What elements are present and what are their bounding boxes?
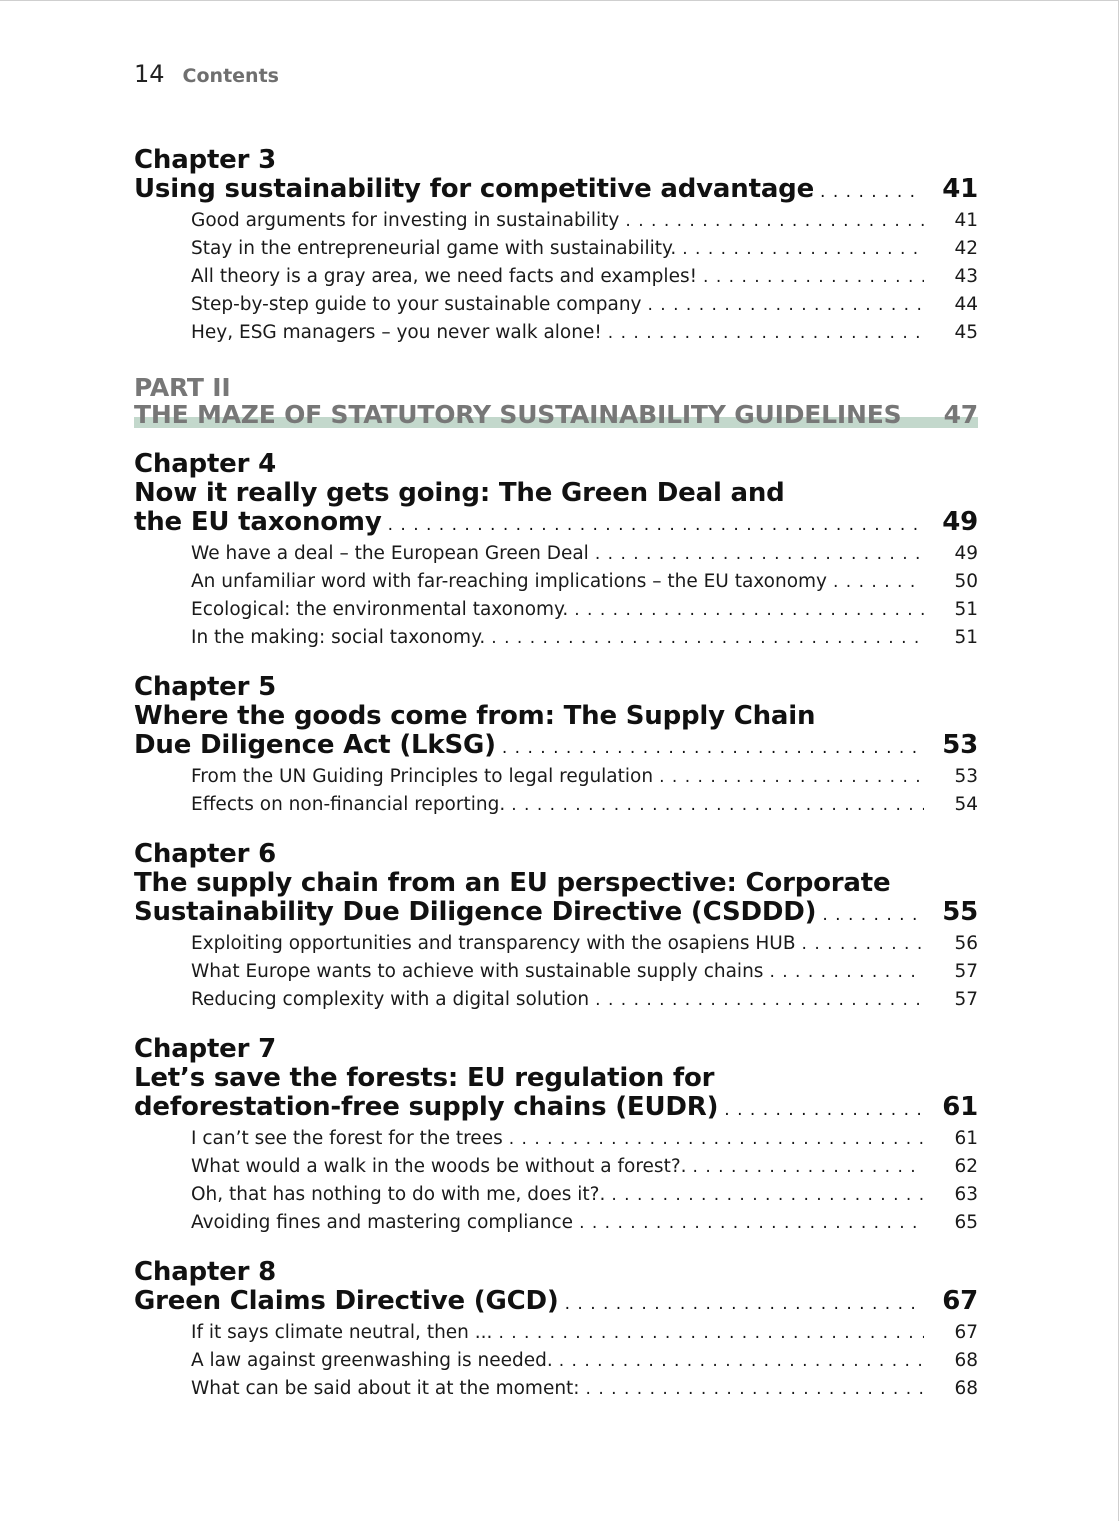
chapter-label: Chapter 7 (134, 1034, 276, 1064)
entry-title: What can be said about it at the moment: (191, 1378, 580, 1399)
dot-leader (648, 291, 925, 319)
entry-page-number: 45 (954, 322, 978, 343)
toc-entry[interactable] (134, 207, 978, 235)
entry-page-number: 51 (954, 627, 978, 648)
entry-page-number: 61 (954, 1128, 978, 1149)
toc-entry[interactable] (134, 1153, 978, 1181)
dot-leader (586, 1375, 924, 1403)
entry-page-number: 44 (954, 294, 978, 315)
chapter-title-line: The supply chain from an EU perspective: Corporate (134, 868, 891, 898)
entry-title: All theory is a gray area, we need facts and examples! (191, 266, 698, 287)
entry-page-number: 56 (954, 933, 978, 954)
entry-title: Ecological: the environmental taxonomy. (191, 599, 569, 620)
chapter-block (134, 1258, 978, 1403)
part-heading (134, 374, 978, 428)
part-page-number: 47 (943, 400, 978, 429)
dot-leader (693, 1153, 924, 1181)
dot-leader (611, 1181, 924, 1209)
entry-page-number: 51 (954, 599, 978, 620)
chapter-title: Due Diligence Act (LkSG) (134, 730, 496, 760)
dot-leader (802, 930, 924, 958)
chapter-page-number: 67 (942, 1286, 978, 1316)
chapter-label: Chapter 6 (134, 839, 276, 869)
chapter-page-number: 55 (942, 897, 978, 927)
table-of-contents (134, 146, 978, 1424)
entry-page-number: 68 (954, 1350, 978, 1371)
entry-title: Stay in the entrepreneurial game with sustainability. (191, 238, 677, 259)
running-head-title: Contents (182, 65, 279, 87)
entry-title: Reducing complexity with a digital solution (191, 989, 590, 1010)
toc-entry[interactable] (134, 596, 978, 624)
chapter-title-row[interactable] (134, 175, 978, 207)
toc-entry[interactable] (134, 1319, 978, 1347)
dot-leader (579, 1209, 924, 1237)
dot-leader (833, 568, 924, 596)
dot-leader (769, 958, 924, 986)
entry-page-number: 63 (954, 1184, 978, 1205)
running-head (134, 60, 279, 88)
dot-leader (659, 763, 924, 791)
dot-leader (559, 1347, 924, 1375)
entry-title: We have a deal – the European Green Deal (191, 543, 589, 564)
entry-title: What would a walk in the woods be without a forest?. (191, 1156, 687, 1177)
entry-page-number: 42 (954, 238, 978, 259)
dot-leader (509, 1125, 924, 1153)
toc-entry[interactable] (134, 1181, 978, 1209)
toc-entry[interactable] (134, 763, 978, 791)
dot-leader (595, 540, 924, 568)
entry-page-number: 43 (954, 266, 978, 287)
toc-entry[interactable] (134, 958, 978, 986)
chapter-title: Green Claims Directive (GCD) (134, 1286, 559, 1316)
dot-leader (498, 1319, 924, 1347)
chapter-page-number: 61 (942, 1092, 978, 1122)
entry-title: Step-by-step guide to your sustainable company (191, 294, 642, 315)
toc-entry[interactable] (134, 791, 978, 819)
entry-title: An unfamiliar word with far-reaching implications – the EU taxonomy (191, 571, 827, 592)
chapter-title-line: Where the goods come from: The Supply Chain (134, 701, 816, 731)
chapter-title: deforestation-free supply chains (EUDR) (134, 1092, 719, 1122)
chapter-title-row[interactable] (134, 1093, 978, 1125)
entry-page-number: 62 (954, 1156, 978, 1177)
entry-title: From the UN Guiding Principles to legal regulation (191, 766, 654, 787)
chapter-page-number: 53 (942, 730, 978, 760)
toc-entry[interactable] (134, 263, 978, 291)
entry-page-number: 50 (954, 571, 978, 592)
chapter-title: Sustainability Due Diligence Directive (CSDDD) (134, 897, 817, 927)
entry-title: A law against greenwashing is needed. (191, 1350, 553, 1371)
entry-page-number: 49 (954, 543, 978, 564)
chapter-title-row[interactable] (134, 731, 978, 763)
toc-entry[interactable] (134, 1125, 978, 1153)
entry-page-number: 41 (954, 210, 978, 231)
chapter-page-number: 41 (942, 174, 978, 204)
entry-title: What Europe wants to achieve with sustainable supply chains (191, 961, 764, 982)
chapter-label: Chapter 3 (134, 145, 276, 175)
entry-page-number: 57 (954, 961, 978, 982)
chapter-title-row[interactable] (134, 1287, 978, 1319)
dot-leader (388, 508, 924, 540)
page-number: 14 (134, 60, 165, 88)
dot-leader (703, 263, 924, 291)
toc-entry[interactable] (134, 1209, 978, 1237)
dot-leader (502, 731, 924, 763)
toc-entry[interactable] (134, 319, 978, 347)
entry-title: Oh, that has nothing to do with me, does it?. (191, 1184, 606, 1205)
dot-leader (491, 624, 924, 652)
chapter-label: Chapter 4 (134, 449, 276, 479)
part-title: THE MAZE OF STATUTORY SUSTAINABILITY GUIDELINES (134, 400, 902, 429)
chapter-title-row[interactable] (134, 508, 978, 540)
entry-title: If it says climate neutral, then ... (191, 1322, 493, 1343)
chapter-block (134, 146, 978, 347)
dot-leader (574, 596, 924, 624)
toc-entry[interactable] (134, 235, 978, 263)
part-label: PART II (134, 373, 231, 402)
toc-entry[interactable] (134, 540, 978, 568)
dot-leader (820, 175, 924, 207)
dot-leader (625, 207, 924, 235)
toc-entry[interactable] (134, 568, 978, 596)
entry-page-number: 67 (954, 1322, 978, 1343)
entry-title: Effects on non-financial reporting. (191, 794, 506, 815)
chapter-page-number: 49 (942, 507, 978, 537)
chapter-block (134, 840, 978, 1014)
dot-leader (565, 1287, 924, 1319)
toc-entry[interactable] (134, 1347, 978, 1375)
chapter-title-line: Now it really gets going: The Green Deal and (134, 478, 785, 508)
toc-entry[interactable] (134, 1375, 978, 1403)
chapter-block (134, 450, 978, 652)
chapter-title: the EU taxonomy (134, 507, 382, 537)
entry-page-number: 54 (954, 794, 978, 815)
entry-title: In the making: social taxonomy. (191, 627, 486, 648)
toc-entry[interactable] (134, 291, 978, 319)
chapter-label: Chapter 5 (134, 672, 276, 702)
entry-title: Hey, ESG managers – you never walk alone! (191, 322, 602, 343)
entry-title: Exploiting opportunities and transparency with the osapiens HUB (191, 933, 796, 954)
entry-page-number: 68 (954, 1378, 978, 1399)
entry-title: Avoiding fines and mastering compliance (191, 1212, 574, 1233)
dot-leader (822, 898, 924, 930)
dot-leader (595, 986, 924, 1014)
entry-page-number: 65 (954, 1212, 978, 1233)
chapter-block (134, 673, 978, 819)
toc-entry[interactable] (134, 624, 978, 652)
chapter-title-line: Let’s save the forests: EU regulation for (134, 1063, 715, 1093)
toc-entry[interactable] (134, 986, 978, 1014)
entry-title: Good arguments for investing in sustainability (191, 210, 620, 231)
entry-page-number: 57 (954, 989, 978, 1010)
chapter-title-row[interactable] (134, 898, 978, 930)
dot-leader (608, 319, 924, 347)
entry-title: I can’t see the forest for the trees (191, 1128, 503, 1149)
chapter-label: Chapter 8 (134, 1257, 276, 1287)
toc-entry[interactable] (134, 930, 978, 958)
entry-page-number: 53 (954, 766, 978, 787)
dot-leader (682, 235, 924, 263)
chapter-title: Using sustainability for competitive advantage (134, 174, 815, 204)
dot-leader (511, 791, 924, 819)
dot-leader (724, 1093, 924, 1125)
chapter-block (134, 1035, 978, 1237)
part-title-row[interactable] (134, 401, 978, 428)
